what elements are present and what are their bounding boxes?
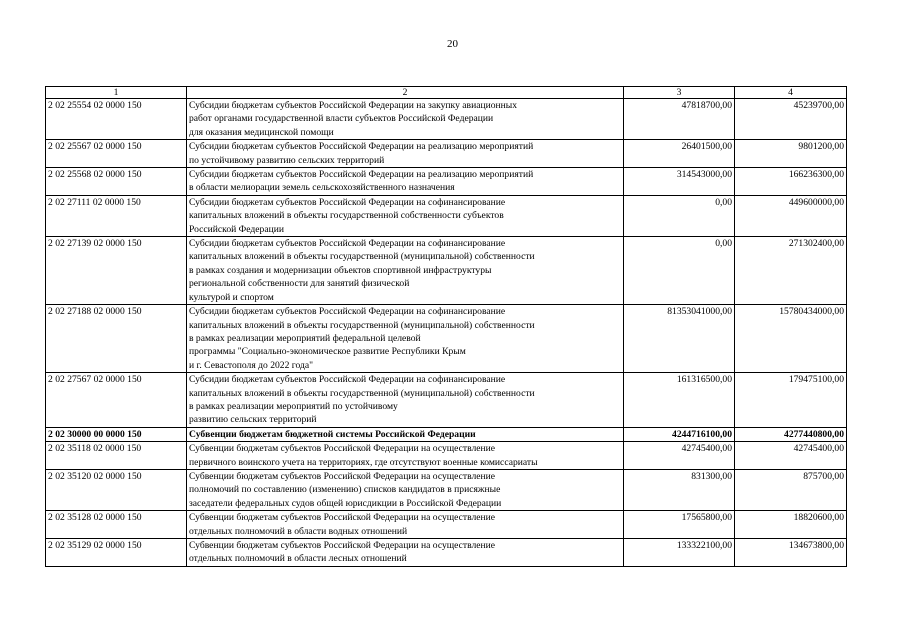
budget-code-cell: 2 02 27567 02 0000 150: [46, 373, 187, 428]
description-cell: Субвенции бюджетам субъектов Российской Федерации на осуществление полномочий по составлению (изменению) списков кандидатов в присяжные заседатели федеральных судов общей юрисдикции в Российской Федерации: [187, 469, 624, 510]
amount-col4-cell: 18820600,00: [735, 511, 847, 539]
description-cell: Субсидии бюджетам субъектов Российской Федерации на реализацию мероприятий в области мелиорации земель сельскохозяйственного назначения: [187, 168, 624, 196]
amount-col3-cell: 0,00: [624, 195, 735, 236]
amount-col4-cell: 45239700,00: [735, 99, 847, 140]
budget-code-cell: 2 02 35129 02 0000 150: [46, 539, 187, 567]
amount-col4-cell: 179475100,00: [735, 373, 847, 428]
table-row: [46, 305, 847, 373]
amount-col4-cell: 42745400,00: [735, 442, 847, 470]
column-header-1: 1: [46, 87, 187, 99]
description-cell: Субсидии бюджетам субъектов Российской Федерации на реализацию мероприятий по устойчивому развитию сельских территорий: [187, 140, 624, 168]
budget-table: [45, 86, 847, 567]
table-row: [46, 442, 847, 470]
amount-col4-cell: 166236300,00: [735, 168, 847, 196]
table-header-row: [46, 87, 847, 99]
amount-col3-cell: 81353041000,00: [624, 305, 735, 373]
description-cell: Субсидии бюджетам субъектов Российской Федерации на софинансирование капитальных вложений в объекты государственной (муниципальной) собственности в рамках реализации мероприятий федеральной целевой программы "Социально-экономическое развитие Республики Крым и г. Севастополя до 2022 года": [187, 305, 624, 373]
table-row: [46, 511, 847, 539]
amount-col4-cell: 15780434000,00: [735, 305, 847, 373]
description-cell: Субсидии бюджетам субъектов Российской Федерации на софинансирование капитальных вложений в объекты государственной (муниципальной) собственности в рамках реализации мероприятий по устойчивому развитию сельских территорий: [187, 373, 624, 428]
column-header-2: 2: [187, 87, 624, 99]
amount-col4-cell: 449600000,00: [735, 195, 847, 236]
table-row: [46, 539, 847, 567]
amount-col3-cell: 161316500,00: [624, 373, 735, 428]
amount-col4-cell: 9801200,00: [735, 140, 847, 168]
table-row: [46, 99, 847, 140]
description-cell: Субвенции бюджетам субъектов Российской Федерации на осуществление отдельных полномочий в области водных отношений: [187, 511, 624, 539]
table-row: [46, 427, 847, 441]
budget-code-cell: 2 02 35118 02 0000 150: [46, 442, 187, 470]
table-row: [46, 195, 847, 236]
table-row: [46, 237, 847, 305]
budget-code-cell: 2 02 25567 02 0000 150: [46, 140, 187, 168]
table-row: [46, 140, 847, 168]
description-cell: Субсидии бюджетам субъектов Российской Федерации на софинансирование капитальных вложений в объекты государственной (муниципальной) собственности в рамках создания и модернизации объектов спортивной инфраструктуры региональной собственности для занятий физической культурой и спортом: [187, 237, 624, 305]
budget-code-cell: 2 02 35120 02 0000 150: [46, 469, 187, 510]
amount-col4-cell: 271302400,00: [735, 237, 847, 305]
amount-col3-cell: 26401500,00: [624, 140, 735, 168]
amount-col3-cell: 42745400,00: [624, 442, 735, 470]
column-header-4: 4: [735, 87, 847, 99]
description-cell: Субсидии бюджетам субъектов Российской Федерации на софинансирование капитальных вложений в объекты государственной собственности субъектов Российской Федерации: [187, 195, 624, 236]
amount-col3-cell: 314543000,00: [624, 168, 735, 196]
budget-code-cell: 2 02 30000 00 0000 150: [46, 427, 187, 441]
budget-code-cell: 2 02 27111 02 0000 150: [46, 195, 187, 236]
table-row: [46, 373, 847, 428]
description-cell: Субвенции бюджетам бюджетной системы Российской Федерации: [187, 427, 624, 441]
description-cell: Субвенции бюджетам субъектов Российской Федерации на осуществление отдельных полномочий в области лесных отношений: [187, 539, 624, 567]
table-row: [46, 168, 847, 196]
amount-col3-cell: 0,00: [624, 237, 735, 305]
description-cell: Субвенции бюджетам субъектов Российской Федерации на осуществление первичного воинского учета на территориях, где отсутствуют военные комиссариаты: [187, 442, 624, 470]
budget-code-cell: 2 02 25554 02 0000 150: [46, 99, 187, 140]
column-header-3: 3: [624, 87, 735, 99]
amount-col3-cell: 831300,00: [624, 469, 735, 510]
description-cell: Субсидии бюджетам субъектов Российской Федерации на закупку авиационных работ органами государственной власти субъектов Российской Федерации для оказания медицинской помощи: [187, 99, 624, 140]
amount-col3-cell: 4244716100,00: [624, 427, 735, 441]
page-number: 20: [447, 38, 458, 50]
budget-code-cell: 2 02 35128 02 0000 150: [46, 511, 187, 539]
table-row: [46, 469, 847, 510]
amount-col4-cell: 134673800,00: [735, 539, 847, 567]
amount-col3-cell: 47818700,00: [624, 99, 735, 140]
amount-col3-cell: 17565800,00: [624, 511, 735, 539]
amount-col4-cell: 4277440800,00: [735, 427, 847, 441]
amount-col4-cell: 875700,00: [735, 469, 847, 510]
budget-code-cell: 2 02 27139 02 0000 150: [46, 237, 187, 305]
amount-col3-cell: 133322100,00: [624, 539, 735, 567]
budget-code-cell: 2 02 25568 02 0000 150: [46, 168, 187, 196]
budget-code-cell: 2 02 27188 02 0000 150: [46, 305, 187, 373]
